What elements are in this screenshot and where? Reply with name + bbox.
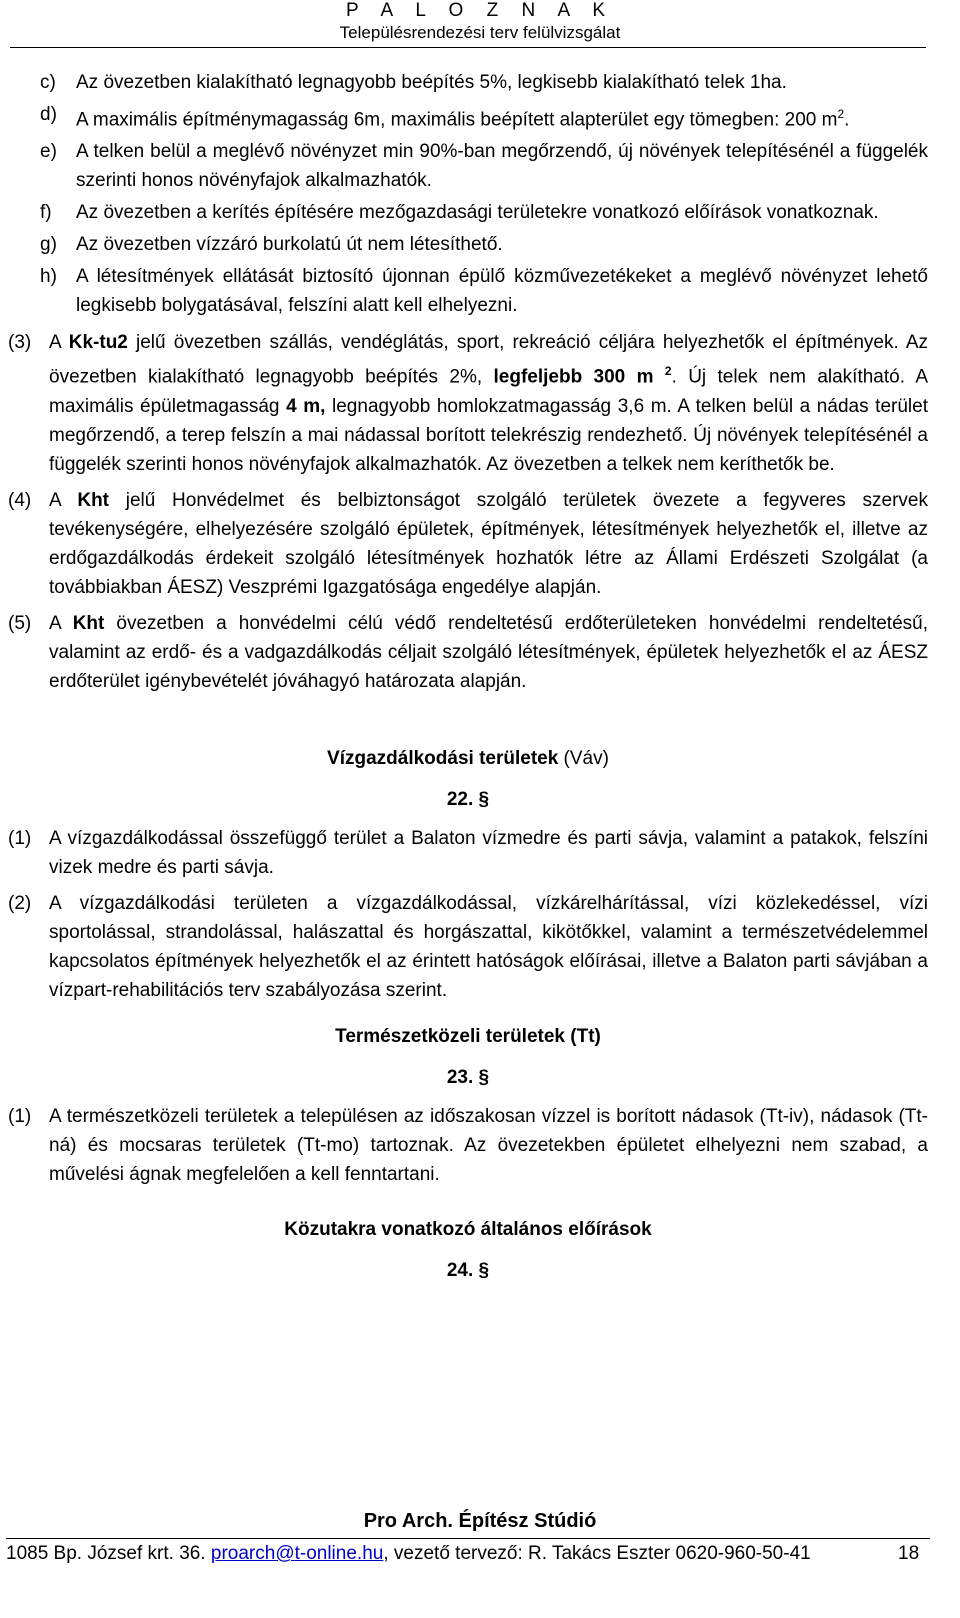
list-item	[8, 230, 928, 259]
bold-run: legfeljebb 300 m	[493, 366, 665, 388]
section-number: 22. §	[446, 788, 490, 810]
footer-address: 1085 Bp. József krt. 36.	[6, 1543, 211, 1564]
item-marker: h)	[40, 266, 57, 288]
list-item	[8, 100, 928, 134]
page-number: 18	[898, 1543, 920, 1564]
footer-divider	[6, 1538, 930, 1539]
section-item	[8, 889, 928, 1005]
list-item	[8, 68, 928, 97]
paragraph-marker: (3)	[8, 332, 32, 354]
zone-code: Kht	[77, 489, 110, 511]
section-item	[8, 1102, 928, 1189]
item-text: A vízgazdálkodási területen a vízgazdálkodással, vízkárelhárítással, vízi közlekedéssel, vízi sportolással, strandolással, halászattal és horgászattal, kikötőkkel, valamint a természetvédelemmel kapcsolatos építmények helyezhetők el az érintett hatóságok előírásai, illetve a Balaton parti sávjában a vízpart-rehabilitációs terv szabályozása szerint.	[49, 892, 928, 1001]
bold-run: 4 m,	[286, 395, 326, 417]
list-item	[8, 262, 928, 320]
text-run: jelű Honvédelmet és belbiztonságot szolgáló területek övezete a fegyveres szervek tevékenységére, elhelyezésére szolgáló épületek, építmények, létesítmények helyezhetők el, illetve az erdőgazdálkodás érdekeit szolgáló létesítmények hozhatók létre az Állami Erdészeti Szolgálat (a továbbiakban ÁESZ) Veszprémi Igazgatósága engedélye alapján.	[49, 489, 928, 598]
email-link[interactable]: proarch@t-online.hu	[210, 1543, 384, 1564]
zone-code: Kht	[72, 612, 105, 634]
section-heading: Közutakra vonatkozó általános előírások	[284, 1218, 652, 1240]
item-marker: e)	[40, 141, 57, 163]
heading-text: Vízgazdálkodási területek	[327, 747, 559, 769]
item-text: A vízgazdálkodással összefüggő terület a Balaton vízmedre és parti sávja, valamint a patakok, felszíni vizek medre és parti sávja.	[49, 827, 928, 878]
paragraph-marker: (1)	[8, 1105, 32, 1127]
superscript: 2	[664, 364, 672, 379]
paragraph-marker: (4)	[8, 489, 32, 511]
item-marker: f)	[40, 202, 52, 224]
text-run: jelű övezetben szállás, vendéglátás, sport, rekreáció céljára helyezhetők el építmények. Az övezetben kialakítható legnagyobb beépítés 2%,	[49, 332, 928, 388]
item-text: Az övezetben vízzáró burkolatú út nem létesíthető.	[76, 234, 503, 256]
text-run: legnagyobb homlokzatmagasság 3,6 m. A telken belül a nádas terület megőrzendő, a terep felszín a mai nádassal borított telekrészig rendezhető. Új növények telepítésénél a függelék szerinti honos növényfajok alkalmazhatók. Az övezetben a telkek nem keríthetők be.	[49, 395, 928, 475]
list-item	[8, 137, 928, 195]
superscript: 2	[837, 107, 845, 121]
text-run: övezetben a honvédelmi célú védő rendeltetésű erdőterületeken honvédelmi rendeltetésű, valamint az erdő- és a vadgazdálkodás céljait szolgáló létesítmények, épületek helyezhetők el az ÁESZ erdőterület igénybevételét jóváhagyó határozata alapján.	[49, 612, 928, 692]
paragraph-marker: (5)	[8, 612, 32, 634]
item-text: A maximális építménymagasság 6m, maximális beépített alapterület egy tömegben: 200 m	[76, 109, 838, 131]
document-title: P A L O Z N A K	[345, 0, 615, 21]
paragraph-3	[8, 328, 928, 478]
item-text-end: .	[844, 109, 850, 131]
item-text: Az övezetben a kerítés építésére mezőgazdasági területekre vonatkozó előírások vonatkoznak.	[76, 202, 879, 224]
section-heading	[8, 744, 928, 773]
document-body	[8, 68, 928, 1285]
zone-code: Kk-tu2	[68, 332, 128, 354]
list-item	[8, 198, 928, 227]
paragraph-5	[8, 609, 928, 696]
item-text: A létesítmények ellátását biztosító újonnan épülő közművezetékeket a meglévő növényzet lehető legkisebb bolygatásával, felszíni alatt kell elhelyezni.	[76, 266, 928, 317]
item-marker: d)	[40, 104, 57, 125]
item-text: Az övezetben kialakítható legnagyobb beépítés 5%, legkisebb kialakítható telek 1ha.	[76, 72, 787, 93]
text-run: . Új telek nem alakítható. A maximális épületmagasság	[49, 366, 928, 417]
text-run: A	[49, 612, 73, 634]
item-marker: g)	[40, 234, 57, 256]
paragraph-marker: (1)	[8, 827, 32, 849]
footer-contact	[6, 1543, 930, 1565]
page-header	[0, 0, 960, 44]
text-run: A	[49, 489, 78, 511]
footer-designer: , vezető tervező: R. Takács Eszter 0620-960-50-41	[383, 1543, 811, 1564]
heading-code: (Váv)	[558, 747, 609, 769]
paragraph-4	[8, 486, 928, 602]
item-marker: c)	[40, 72, 56, 93]
text-run: A	[49, 332, 69, 354]
paragraph-marker: (2)	[8, 892, 32, 914]
section-number: 24. §	[446, 1259, 490, 1281]
document-subtitle: Településrendezési terv felülvizsgálat	[339, 23, 621, 42]
header-divider	[10, 47, 926, 48]
section-number: 23. §	[446, 1066, 490, 1088]
section-heading: Természetközeli területek (Tt)	[335, 1025, 601, 1047]
item-text: A természetközeli területek a településen az időszakosan vízzel is borított nádasok (Tt-iv), nádasok (Tt-ná) és mocsaras területek (Tt-mo) tartoznak. Az övezetekben épületet elhelyezni nem szabad, a művelési ágnak megfelelően a kell fenntartani.	[49, 1105, 928, 1185]
footer-studio-name: Pro Arch. Építész Stúdió	[363, 1510, 597, 1532]
item-text: A telken belül a meglévő növényzet min 90%-ban megőrzendő, új növények telepítésénél a függelék szerinti honos növényfajok alkalmazhatók.	[76, 141, 928, 192]
section-item	[8, 824, 928, 882]
